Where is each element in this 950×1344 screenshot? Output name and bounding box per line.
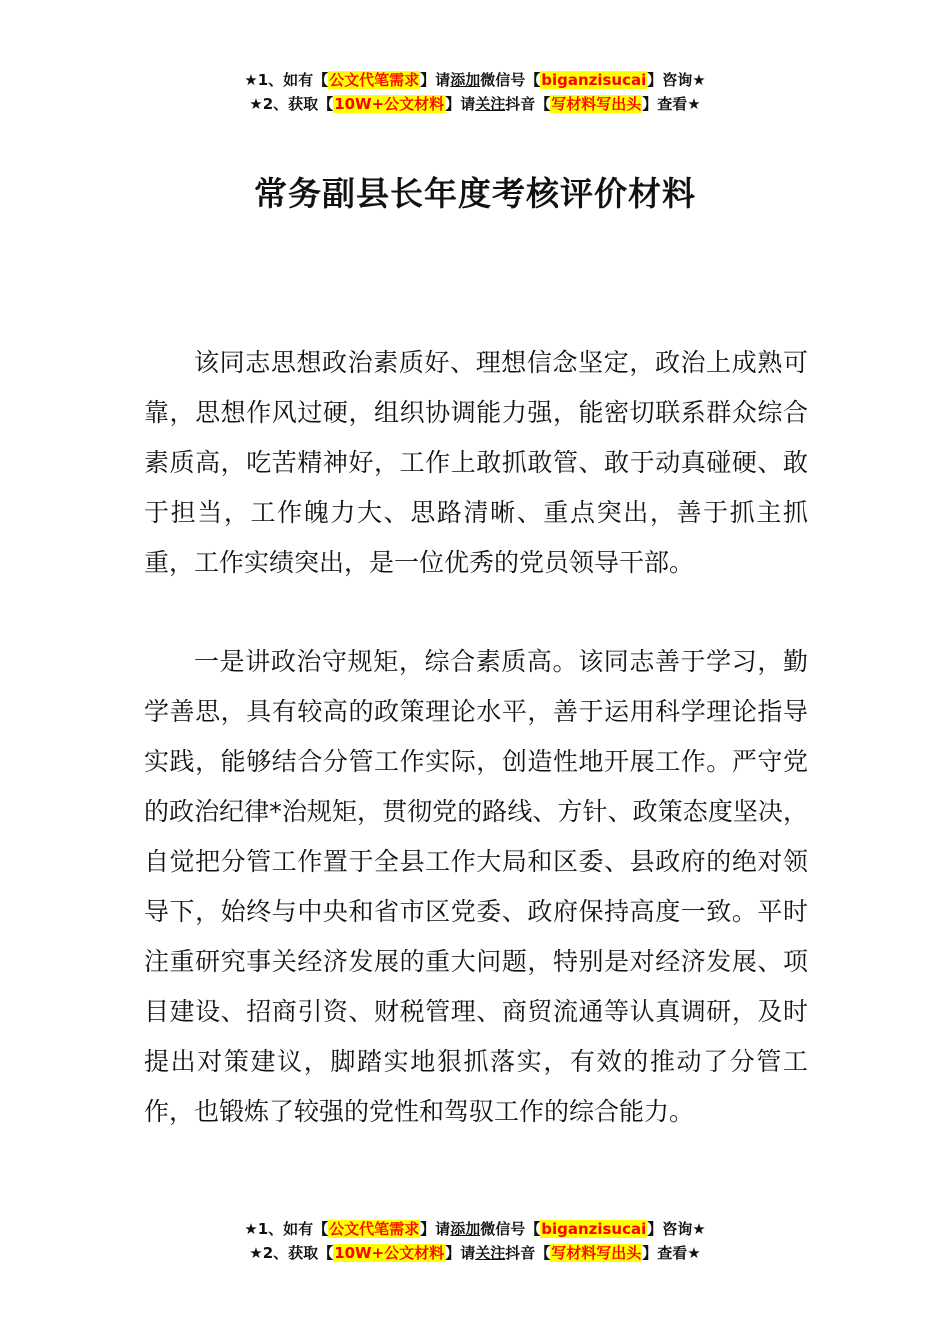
notice-highlight-douyin-account: 写材料写出头 bbox=[551, 1244, 642, 1262]
header-notice-line-2 bbox=[0, 92, 950, 116]
body-paragraph-2: 一是讲政治守规矩，综合素质高。该同志善于学习，勤学善思，具有较高的政策理论水平，善于运用科学理论指导实践，能够结合分管工作实际，创造性地开展工作。严守党的政治纪律*治规矩，贯彻党的路线、方针、政策态度坚决，自觉把分管工作置于全县工作大局和区委、县政府的绝对领导下，始终与中央和省市区党委、政府保持高度一致。平时注重研究事关经济发展的重大问题，特别是对经济发展、项目建设、招商引资、财税管理、商贸流通等认真调研，及时提出对策建议，脚踏实地狠抓落实，有效的推动了分管工作，也锻炼了较强的党性和驾驭工作的综合能力。 bbox=[144, 647, 808, 1126]
notice-prefix: ★1、如有【 bbox=[244, 1220, 329, 1238]
notice-suffix: 】查看★ bbox=[642, 95, 701, 113]
notice-suffix: 】查看★ bbox=[642, 1244, 701, 1262]
document-title: 常务副县长年度考核评价材料 bbox=[254, 174, 696, 214]
notice-text: 微信号【 bbox=[480, 1220, 541, 1238]
notice-text: 抖音【 bbox=[505, 1244, 551, 1262]
notice-underlined-text: 添加 bbox=[450, 71, 481, 89]
notice-highlight-douyin-account: 写材料写出头 bbox=[551, 95, 642, 113]
notice-prefix: ★2、获取【 bbox=[249, 1244, 334, 1262]
footer-notice-line-1 bbox=[0, 1217, 950, 1241]
notice-highlight-wechat-id: biganzisucai bbox=[541, 71, 647, 89]
notice-prefix: ★1、如有【 bbox=[244, 71, 329, 89]
notice-underlined-text: 关注 bbox=[475, 1244, 506, 1262]
notice-underlined-text: 关注 bbox=[475, 95, 506, 113]
notice-highlight-wechat-id: biganzisucai bbox=[541, 1220, 647, 1238]
notice-prefix: ★2、获取【 bbox=[249, 95, 334, 113]
footer-notice-line-2 bbox=[0, 1241, 950, 1265]
notice-text: 】请 bbox=[445, 1244, 476, 1262]
notice-text: 】请 bbox=[445, 95, 476, 113]
notice-suffix: 】咨询★ bbox=[647, 71, 706, 89]
notice-highlight-materials: 10W+公文材料 bbox=[334, 1244, 445, 1262]
notice-suffix: 】咨询★ bbox=[647, 1220, 706, 1238]
notice-underlined-text: 添加 bbox=[450, 1220, 481, 1238]
notice-highlight-materials: 10W+公文材料 bbox=[334, 95, 445, 113]
header-notice-line-1 bbox=[0, 68, 950, 92]
notice-highlight-service: 公文代笔需求 bbox=[329, 71, 420, 89]
footer-notice bbox=[0, 1217, 950, 1265]
notice-text: 】请 bbox=[420, 71, 451, 89]
notice-text: 抖音【 bbox=[505, 95, 551, 113]
notice-text: 微信号【 bbox=[480, 71, 541, 89]
body-paragraph-1: 该同志思想政治素质好、理想信念坚定，政治上成熟可靠，思想作风过硬，组织协调能力强，能密切联系群众综合素质高，吃苦精神好，工作上敢抓敢管、敢于动真碰硬、敢于担当，工作魄力大、思路清晰、重点突出，善于抓主抓重，工作实绩突出，是一位优秀的党员领导干部。 bbox=[144, 348, 808, 577]
header-notice bbox=[0, 68, 950, 116]
notice-text: 】请 bbox=[420, 1220, 451, 1238]
notice-highlight-service: 公文代笔需求 bbox=[329, 1220, 420, 1238]
